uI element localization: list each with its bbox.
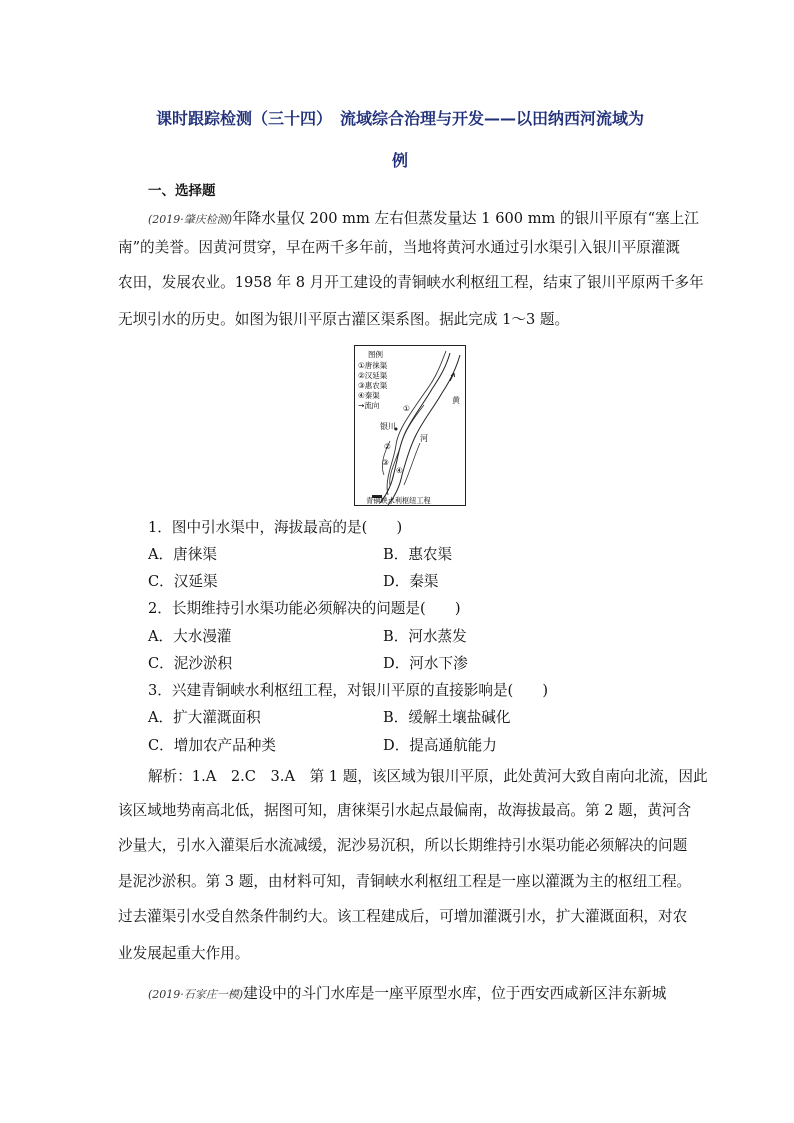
passage1-line1: (2019·肇庆检测)年降水量仅 200 mm 左右但蒸发量达 1 600 mm 的银川平原有“塞上江: [148, 210, 699, 227]
dam-label: 青铜峡水利枢纽工程: [366, 496, 431, 505]
passage2-source: (2019·石家庄一模): [148, 988, 244, 1001]
question-2-option-b: B．河水蒸发: [383, 628, 467, 645]
page-title-line2: 例: [391, 151, 408, 170]
legend-item-5: →流向: [358, 401, 380, 410]
passage1-line3: 农田，发展农业。1958 年 8 月开工建设的青铜峡水利枢纽工程，结束了银川平原两千多年: [118, 274, 704, 291]
passage1-source: (2019·肇庆检测): [148, 213, 233, 226]
question-2-option-c: C．泥沙淤积: [148, 655, 233, 672]
legend-item-3: ③惠农渠: [358, 381, 388, 390]
question-1-stem: 1．图中引水渠中，海拔最高的是( ): [148, 519, 403, 536]
question-2-option-a: A．大水漫灌: [148, 628, 232, 645]
question-3-option-d: D．提高通航能力: [383, 737, 497, 754]
canal-num-2: ②: [384, 442, 391, 451]
city-label: 银川: [380, 422, 396, 431]
question-3-stem: 3．兴建青铜峡水利枢纽工程，对银川平原的直接影响是( ): [148, 682, 549, 699]
passage2-line1: (2019·石家庄一模)建设中的斗门水库是一座平原型水库，位于西安西咸新区沣东新城: [148, 985, 667, 1002]
canal-num-3: ③: [382, 458, 389, 467]
question-3-option-b: B．缓解土壤盐碱化: [383, 709, 511, 726]
question-1-option-c: C．汉延渠: [148, 573, 218, 590]
passage1-line2: 南”的美誉。因黄河贯穿，早在两千多年前，当地将黄河水通过引水渠引入银川平原灌溉: [118, 239, 681, 256]
question-1-option-a: A．唐徕渠: [148, 546, 217, 563]
river-label-huang: 黄: [452, 396, 460, 405]
analysis-line6: 业发展起重大作用。: [118, 945, 250, 962]
question-2-stem: 2．长期维持引水渠功能必须解决的问题是( ): [148, 600, 461, 617]
canal-map-figure: [354, 345, 466, 506]
canal-num-1: ①: [403, 404, 410, 413]
question-3-option-a: A．扩大灌溉面积: [148, 709, 261, 726]
section-heading: 一、选择题: [148, 183, 216, 199]
question-2-option-d: D．河水下渗: [383, 655, 468, 672]
legend-item-2: ②汉延渠: [358, 371, 388, 380]
river-label-he: 河: [420, 434, 428, 443]
legend-item-1: ①唐徕渠: [358, 361, 388, 370]
analysis-line1: 解析：1.A 2.C 3.A 第 1 题，该区域为银川平原，此处黄河大致自南向北流，因此: [148, 768, 708, 785]
legend-title: 图例: [368, 350, 383, 359]
question-1-option-d: D．秦渠: [383, 573, 439, 590]
passage1-line4: 无坝引水的历史。如图为银川平原古灌区渠系图。据此完成 1～3 题。: [118, 311, 570, 328]
question-1-option-b: B．惠农渠: [383, 546, 453, 563]
analysis-line2: 该区域地势南高北低，据图可知，唐徕渠引水起点最偏南，故海拔最高。第 2 题，黄河含: [118, 802, 692, 819]
analysis-line4: 是泥沙淤积。第 3 题，由材料可知，青铜峡水利枢纽工程是一座以灌溉为主的枢纽工程。: [118, 873, 692, 890]
page-title-line1: 课时跟踪检测（三十四） 流域综合治理与开发——以田纳西河流域为: [155, 109, 644, 128]
legend-item-4: ④秦渠: [358, 391, 380, 400]
canal-num-4: ④: [396, 466, 403, 475]
analysis-line5: 过去灌渠引水受自然条件制约大。该工程建成后，可增加灌溉引水，扩大灌溉面积，对农: [118, 908, 688, 925]
analysis-line3: 沙量大，引水入灌渠后水流减缓，泥沙易沉积，所以长期维持引水渠功能必须解决的问题: [118, 837, 688, 854]
question-3-option-c: C．增加农产品种类: [148, 737, 276, 754]
